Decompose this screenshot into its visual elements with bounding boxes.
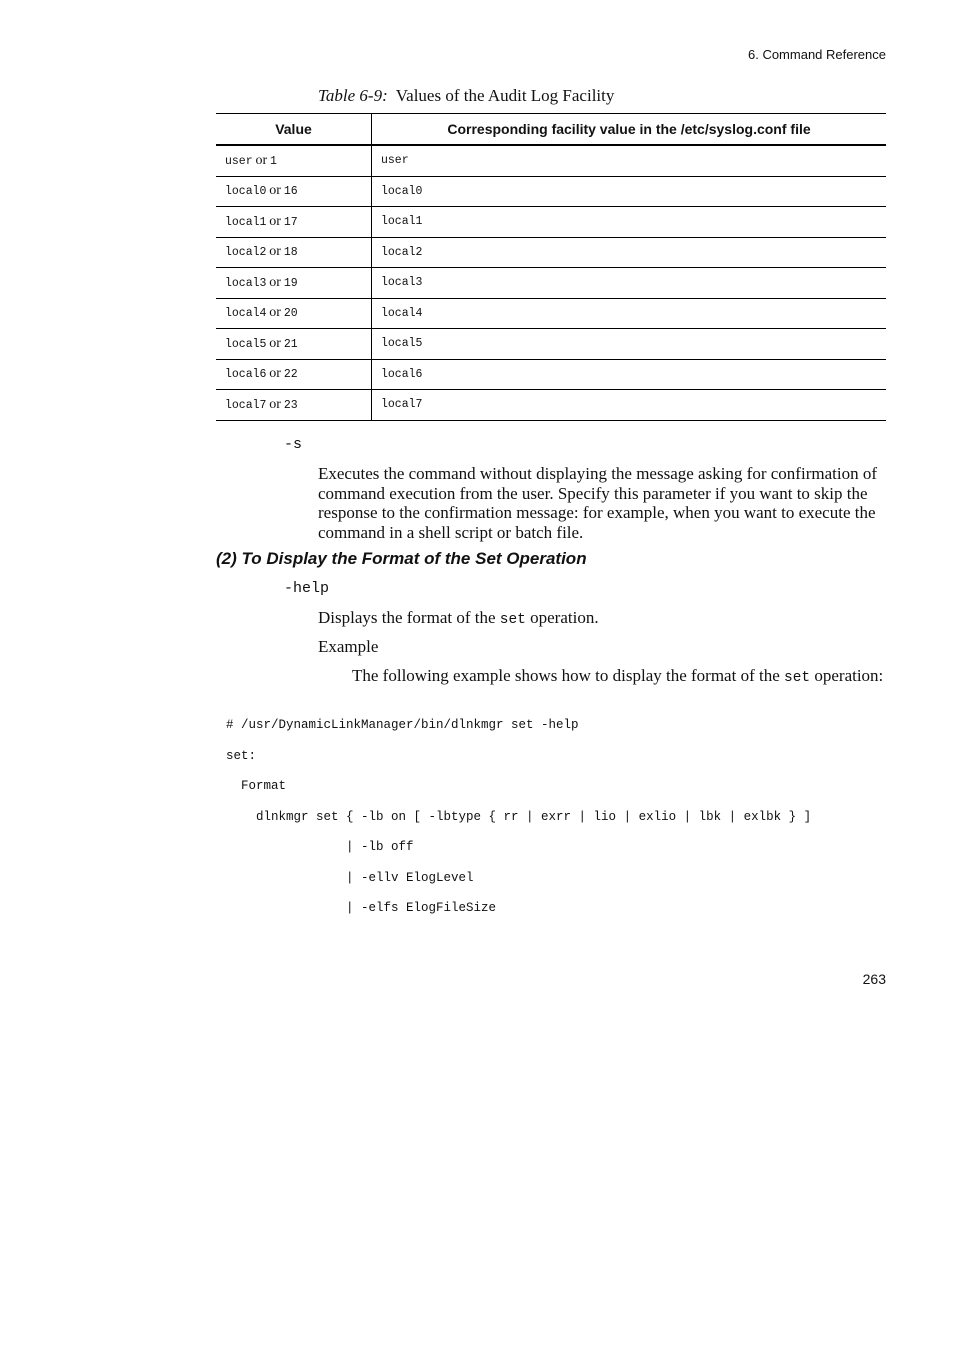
value-name: local4 [225, 307, 267, 321]
example-description [352, 666, 888, 689]
value-name: local5 [225, 337, 267, 351]
table-row [216, 329, 886, 360]
table-row [216, 390, 886, 421]
or-word: or [269, 305, 281, 321]
help-desc-text-end: operation. [525, 608, 599, 627]
code-line: # /usr/DynamicLinkManager/bin/dlnkmgr set -help [226, 718, 579, 732]
or-word: or [269, 335, 281, 351]
facility-cell: local7 [372, 390, 887, 421]
value-cell [216, 145, 372, 176]
help-option-flag: -help [284, 580, 330, 597]
or-word: or [269, 213, 281, 229]
facility-cell: local6 [372, 359, 887, 390]
code-line: Format [226, 779, 287, 793]
or-word: or [269, 274, 281, 290]
value-name: local1 [225, 215, 267, 229]
value-name: local7 [225, 398, 267, 412]
or-word: or [269, 183, 281, 199]
table-caption-title: Values of the Audit Log Facility [395, 86, 615, 105]
facility-cell: local0 [372, 176, 887, 207]
page-number: 263 [862, 971, 886, 987]
code-line: dlnkmgr set { -lb on [ -lbtype { rr | exrr | lio | exlio | lbk | exlbk } ] [226, 810, 812, 824]
value-cell [216, 268, 372, 299]
s-option-flag: -s [284, 436, 303, 453]
code-line: set: [226, 749, 257, 763]
value-name: user [225, 154, 253, 168]
table-header-row [216, 114, 886, 146]
value-number: 22 [283, 368, 298, 382]
table-row [216, 359, 886, 390]
audit-log-facility-table [216, 113, 886, 421]
table-row [216, 237, 886, 268]
table-row [216, 298, 886, 329]
table-row [216, 207, 886, 238]
value-name: local3 [225, 276, 267, 290]
value-number: 19 [283, 276, 298, 290]
or-word: or [269, 366, 281, 382]
value-cell [216, 298, 372, 329]
help-desc-code: set [499, 612, 526, 628]
facility-cell: user [372, 145, 887, 176]
help-option-description [318, 608, 888, 631]
or-word: or [269, 244, 281, 260]
example-desc-text: The following example shows how to display the format of the [352, 666, 784, 685]
facility-cell: local3 [372, 268, 887, 299]
code-line: | -ellv ElogLevel [226, 871, 474, 885]
table-row [216, 145, 886, 176]
table-row [216, 268, 886, 299]
example-label: Example [318, 637, 379, 656]
value-cell [216, 390, 372, 421]
facility-cell: local1 [372, 207, 887, 238]
value-number: 18 [283, 246, 298, 260]
or-word: or [269, 396, 281, 412]
value-number: 16 [283, 185, 298, 199]
example-desc-code: set [784, 670, 811, 686]
value-cell [216, 329, 372, 360]
code-line: | -elfs ElogFileSize [226, 901, 497, 915]
value-cell [216, 176, 372, 207]
code-line: | -lb off [226, 840, 414, 854]
value-number: 1 [270, 154, 277, 168]
column-header-value: Value [216, 114, 372, 146]
facility-cell: local2 [372, 237, 887, 268]
value-name: local2 [225, 246, 267, 260]
table-caption [318, 86, 614, 106]
s-option-description: Executes the command without displaying the message asking for confirmation of command execution from the user. Specify this parameter if you want to skip the response to the confirmation message: for example, when you want to execute the command in a shell script or batch file. [318, 464, 877, 542]
value-number: 21 [283, 337, 298, 351]
facility-cell: local4 [372, 298, 887, 329]
example-desc-text-end: operation: [810, 666, 884, 685]
value-number: 17 [283, 215, 298, 229]
running-header: 6. Command Reference [747, 47, 886, 62]
value-name: local0 [225, 185, 267, 199]
help-desc-text: Displays the format of the [318, 608, 500, 627]
table-row [216, 176, 886, 207]
table-caption-number: Table 6-9: [318, 86, 388, 105]
value-cell [216, 207, 372, 238]
facility-cell: local5 [372, 329, 887, 360]
column-header-facility: Corresponding facility value in the /etc/syslog.conf file [372, 114, 887, 146]
value-cell [216, 359, 372, 390]
value-number: 20 [283, 307, 298, 321]
value-name: local6 [225, 368, 267, 382]
section-heading: (2) To Display the Format of the Set Operation [216, 549, 587, 568]
value-number: 23 [283, 398, 298, 412]
or-word: or [255, 152, 268, 168]
value-cell [216, 237, 372, 268]
